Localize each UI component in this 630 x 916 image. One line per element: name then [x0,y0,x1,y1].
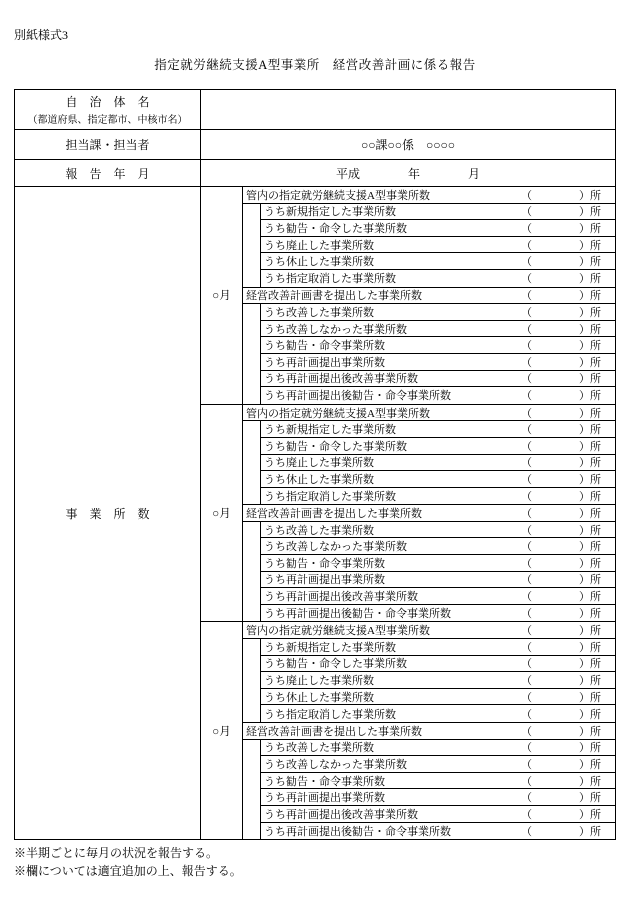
paren-open: （ [521,356,532,369]
form-number-label: 別紙様式3 [14,28,69,42]
paren-open: （ [521,189,532,202]
block-body [243,421,615,504]
paren-close-unit: ）所 [579,440,601,453]
row-label: うち勧告・命令事業所数 [264,557,385,570]
paren-close-unit: ）所 [579,574,601,587]
count-field [521,421,601,437]
row-label: 経営改善計画書を提出した事業所数 [246,290,422,303]
paren-open: （ [521,290,532,303]
paren-open: （ [521,708,532,721]
indent-spacer [243,740,261,840]
sub-row [261,555,615,572]
paren-open: （ [521,407,532,420]
sub-row [261,421,615,438]
paren-open: （ [521,373,532,386]
paren-open: （ [521,775,532,788]
row-label: うち再計画提出事業所数 [264,356,385,369]
paren-open: （ [521,424,532,437]
paren-close-unit: ）所 [579,407,601,420]
paren-close-unit: ）所 [579,675,601,688]
count-field [521,455,601,471]
paren-close-unit: ）所 [579,306,601,319]
paren-close-unit: ）所 [579,222,601,235]
sub-row [261,337,615,354]
paren-open: （ [521,691,532,704]
sub-row [261,455,615,472]
designated-offices-block [243,405,615,506]
sub-rows [261,304,615,404]
row-label: うち勧告・命令した事業所数 [264,222,407,235]
month-label: ○月 [201,622,243,839]
count-field [521,823,601,839]
row-label: うち新規指定した事業所数 [264,641,396,654]
block-head-row [243,505,615,522]
sub-row [261,253,615,270]
block-body [243,522,615,622]
month-block [201,621,615,839]
paren-open: （ [521,390,532,403]
paren-close-unit: ）所 [579,591,601,604]
paren-open: （ [521,825,532,838]
indent-spacer [243,639,261,722]
month-rows [243,187,615,404]
sub-row [261,756,615,773]
municipality-label-note: （都道府県、指定都市、中核市名） [27,115,188,126]
row-label: うち再計画提出後勧告・命令事業所数 [264,825,451,838]
sub-row [261,471,615,488]
month-block [201,404,615,622]
count-field [521,220,601,236]
row-label: うち再計画提出後勧告・命令事業所数 [264,608,451,621]
paren-open: （ [521,273,532,286]
paren-open: （ [521,340,532,353]
paren-open: （ [521,608,532,621]
paren-close-unit: ）所 [579,641,601,654]
sub-row [261,304,615,321]
report-month-value-cell: 平成 年 月 [335,166,480,181]
row-label: うち改善しなかった事業所数 [264,541,407,554]
paren-open: （ [521,641,532,654]
sub-row [261,740,615,757]
row-label: うち再計画提出後改善事業所数 [264,808,418,821]
block-body [243,204,615,287]
row-label: うち勧告・命令事業所数 [264,340,385,353]
row-label: うち改善した事業所数 [264,524,374,537]
paren-open: （ [521,490,532,503]
count-field [521,371,601,387]
paren-open: （ [521,256,532,269]
sub-row [261,639,615,656]
count-field [521,572,601,588]
municipality-label: 自 治 体 名 [65,95,150,109]
sub-row [261,204,615,221]
contact-row [15,130,615,160]
row-label: うち再計画提出後勧告・命令事業所数 [264,390,451,403]
row-label: うち廃止した事業所数 [264,457,374,470]
paren-close-unit: ）所 [579,708,601,721]
month-block [201,187,615,404]
count-field [521,204,601,220]
block-head-row [243,622,615,639]
sub-row [261,321,615,338]
indent-spacer [243,421,261,504]
paren-open: （ [521,323,532,336]
municipality-value-cell [201,90,615,129]
sub-row [261,237,615,254]
count-field [521,555,601,571]
block-head-row [243,187,615,204]
sub-rows [261,204,615,287]
count-field [521,672,601,688]
sub-row [261,438,615,455]
row-label: うち休止した事業所数 [264,256,374,269]
row-label: うち新規指定した事業所数 [264,206,396,219]
designated-offices-block [243,622,615,723]
paren-close-unit: ）所 [579,825,601,838]
count-field [521,405,601,421]
month-rows [243,622,615,839]
count-field [521,187,601,203]
row-label: うち勧告・命令した事業所数 [264,658,407,671]
row-label: うち再計画提出事業所数 [264,792,385,805]
count-field [521,706,601,722]
months-container [201,187,615,839]
count-field [521,756,601,772]
block-head-row [243,723,615,740]
count-field [521,740,601,756]
paren-open: （ [521,524,532,537]
sub-row [261,371,615,388]
municipality-row [15,90,615,130]
indent-spacer [243,304,261,404]
row-label: 管内の指定就労継続支援A型事業所数 [246,189,430,202]
sub-row [261,387,615,404]
count-field [521,471,601,487]
paren-close-unit: ）所 [579,691,601,704]
improvement-plan-block [243,288,615,404]
count-field [521,321,601,337]
row-label: うち廃止した事業所数 [264,239,374,252]
footnote-1: ※半期ごとに毎月の状況を報告する。 [14,846,219,861]
paren-close-unit: ）所 [579,356,601,369]
sub-row [261,588,615,605]
paren-open: （ [521,591,532,604]
paren-open: （ [521,725,532,738]
row-label: うち改善しなかった事業所数 [264,323,407,336]
paren-close-unit: ）所 [579,473,601,486]
count-field [521,605,601,621]
paren-close-unit: ）所 [579,758,601,771]
paren-close-unit: ）所 [579,557,601,570]
contact-value-cell: ○○課○○係 ○○○○ [361,138,455,152]
paren-close-unit: ）所 [579,290,601,303]
sub-row [261,605,615,622]
contact-label-cell: 担当課・担当者 [15,130,201,159]
sub-rows [261,421,615,504]
count-field [521,438,601,454]
sub-row [261,672,615,689]
sub-row [261,220,615,237]
paren-open: （ [521,457,532,470]
indent-spacer [243,522,261,622]
sub-rows [261,522,615,622]
row-label: うち廃止した事業所数 [264,675,374,688]
paren-close-unit: ）所 [579,524,601,537]
row-label: うち再計画提出事業所数 [264,574,385,587]
sub-row [261,823,615,840]
paren-close-unit: ）所 [579,608,601,621]
paren-close-unit: ）所 [579,490,601,503]
improvement-plan-block [243,723,615,839]
paren-close-unit: ）所 [579,189,601,202]
row-label: うち休止した事業所数 [264,691,374,704]
paren-close-unit: ）所 [579,541,601,554]
block-body [243,304,615,404]
paren-close-unit: ）所 [579,508,601,521]
paren-close-unit: ）所 [579,775,601,788]
paren-open: （ [521,508,532,521]
block-body [243,740,615,840]
paren-open: （ [521,758,532,771]
paren-close-unit: ）所 [579,373,601,386]
count-field [521,656,601,672]
row-label: うち休止した事業所数 [264,473,374,486]
page-title: 指定就労継続支援A型事業所 経営改善計画に係る報告 [154,58,476,72]
count-field [521,806,601,822]
paren-open: （ [521,808,532,821]
count-field [521,387,601,403]
paren-close-unit: ）所 [579,725,601,738]
paren-open: （ [521,742,532,755]
indent-spacer [243,204,261,287]
paren-close-unit: ）所 [579,323,601,336]
row-label: うち改善しなかった事業所数 [264,758,407,771]
count-field [521,270,601,286]
footnote-2: ※欄については適宜追加の上、報告する。 [14,864,242,879]
block-head-row [243,288,615,305]
block-head-row [243,405,615,422]
row-label: 管内の指定就労継続支援A型事業所数 [246,625,430,638]
count-field [521,588,601,604]
row-label: 経営改善計画書を提出した事業所数 [246,725,422,738]
paren-close-unit: ）所 [579,273,601,286]
paren-close-unit: ）所 [579,424,601,437]
paren-open: （ [521,557,532,570]
month-label: ○月 [201,187,243,404]
count-field [521,304,601,320]
paren-open: （ [521,440,532,453]
count-field [521,723,601,739]
report-month-label-cell: 報 告 年 月 [15,160,201,186]
paren-open: （ [521,239,532,252]
paren-open: （ [521,658,532,671]
row-label: うち新規指定した事業所数 [264,424,396,437]
sub-row [261,806,615,823]
paren-close-unit: ）所 [579,792,601,805]
month-label: ○月 [201,405,243,622]
row-label: うち指定取消した事業所数 [264,273,396,286]
sub-row [261,538,615,555]
count-field [521,488,601,504]
report-month-row [15,160,615,187]
offices-row [15,187,615,839]
paren-open: （ [521,541,532,554]
paren-open: （ [521,792,532,805]
paren-close-unit: ）所 [579,457,601,470]
paren-open: （ [521,222,532,235]
row-label: うち勧告・命令事業所数 [264,775,385,788]
sub-row [261,270,615,287]
sub-row [261,705,615,722]
row-label: うち指定取消した事業所数 [264,708,396,721]
sub-row [261,656,615,673]
count-field [521,622,601,638]
sub-row [261,522,615,539]
row-label: うち改善した事業所数 [264,742,374,755]
paren-close-unit: ）所 [579,206,601,219]
row-label: 管内の指定就労継続支援A型事業所数 [246,407,430,420]
paren-open: （ [521,675,532,688]
paren-open: （ [521,574,532,587]
count-field [521,505,601,521]
count-field [521,522,601,538]
sub-row [261,789,615,806]
sub-row [261,689,615,706]
count-field [521,237,601,253]
row-label: うち再計画提出後改善事業所数 [264,591,418,604]
sub-row [261,488,615,505]
sub-rows [261,740,615,840]
count-field [521,354,601,370]
offices-label-cell: 事 業 所 数 [15,187,201,839]
count-field [521,689,601,705]
paren-close-unit: ）所 [579,658,601,671]
paren-open: （ [521,206,532,219]
count-field [521,538,601,554]
block-body [243,639,615,722]
sub-row [261,773,615,790]
paren-close-unit: ）所 [579,390,601,403]
count-field [521,288,601,304]
paren-close-unit: ）所 [579,239,601,252]
paren-open: （ [521,625,532,638]
footnotes [14,844,616,880]
improvement-plan-block [243,505,615,621]
paren-close-unit: ）所 [579,256,601,269]
paren-close-unit: ）所 [579,742,601,755]
row-label: うち再計画提出後改善事業所数 [264,373,418,386]
paren-close-unit: ）所 [579,808,601,821]
paren-open: （ [521,473,532,486]
count-field [521,639,601,655]
row-label: うち指定取消した事業所数 [264,490,396,503]
count-field [521,253,601,269]
municipality-label-cell [15,90,201,129]
count-field [521,773,601,789]
row-label: うち勧告・命令した事業所数 [264,440,407,453]
paren-open: （ [521,306,532,319]
sub-rows [261,639,615,722]
paren-close-unit: ）所 [579,340,601,353]
report-table [14,89,616,840]
sub-row [261,572,615,589]
row-label: うち改善した事業所数 [264,306,374,319]
row-label: 経営改善計画書を提出した事業所数 [246,508,422,521]
sub-row [261,354,615,371]
designated-offices-block [243,187,615,288]
month-rows [243,405,615,622]
paren-close-unit: ）所 [579,625,601,638]
count-field [521,789,601,805]
count-field [521,337,601,353]
